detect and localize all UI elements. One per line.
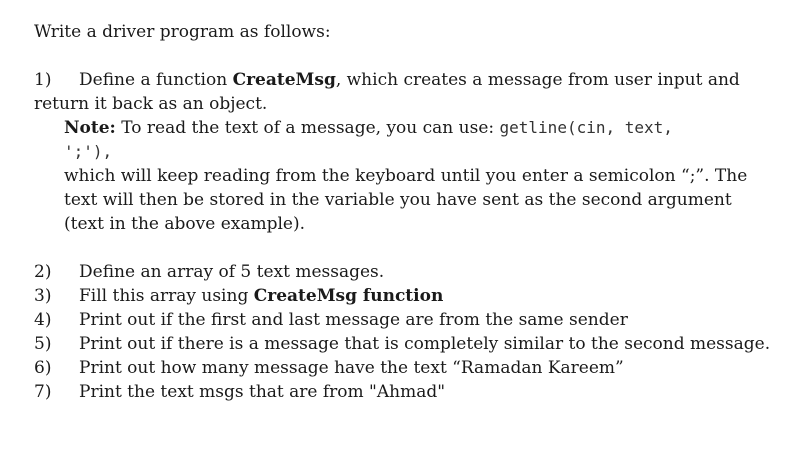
heading: Write a driver program as follows: — [34, 22, 331, 42]
item-4 — [34, 308, 628, 332]
item-4-number: 4) — [34, 310, 52, 330]
item-7-number: 7) — [34, 382, 52, 402]
item-1-function-name: CreateMsg — [232, 70, 336, 90]
item-1-text-a: Define a function — [79, 70, 233, 90]
note-label: Note: — [64, 118, 116, 138]
item-3-text: Fill this array using — [79, 286, 254, 306]
item-3-number: 3) — [34, 286, 52, 306]
note-code-1: getline(cin, text, — [499, 118, 673, 137]
item-6 — [34, 356, 624, 380]
item-4-text: Print out if the first and last message are from the same sender — [79, 310, 628, 330]
item-5 — [34, 332, 770, 356]
item-2 — [34, 260, 384, 284]
item-7-text: Print the text msgs that are from "Ahmad" — [79, 382, 446, 402]
note-text: To read the text of a message, you can use: — [115, 118, 500, 138]
item-5-text: Print out if there is a message that is completely similar to the second message. — [79, 334, 771, 354]
note-line-4: text will then be stored in the variable you have sent as the second argument — [64, 190, 732, 210]
item-1-line-2: return it back as an object. — [34, 94, 268, 114]
item-3 — [34, 284, 443, 308]
note-line-5: (text in the above example). — [64, 214, 306, 234]
item-1-number: 1) — [34, 70, 52, 90]
note-line-2 — [64, 140, 112, 164]
note-line-1 — [64, 116, 673, 140]
item-5-number: 5) — [34, 334, 52, 354]
item-6-text: Print out how many message have the text “Ramadan Kareem” — [79, 358, 624, 378]
note-code-2: ';'), — [64, 142, 113, 161]
item-1-line-1 — [34, 68, 740, 92]
item-7 — [34, 380, 445, 404]
item-2-text: Define an array of 5 text messages. — [79, 262, 385, 282]
item-3-bold: CreateMsg function — [253, 286, 444, 306]
note-line-3: which will keep reading from the keyboard until you enter a semicolon “;”. The — [64, 166, 748, 186]
item-1-text-b: , which creates a message from user input and — [335, 70, 740, 90]
item-6-number: 6) — [34, 358, 52, 378]
item-2-number: 2) — [34, 262, 52, 282]
